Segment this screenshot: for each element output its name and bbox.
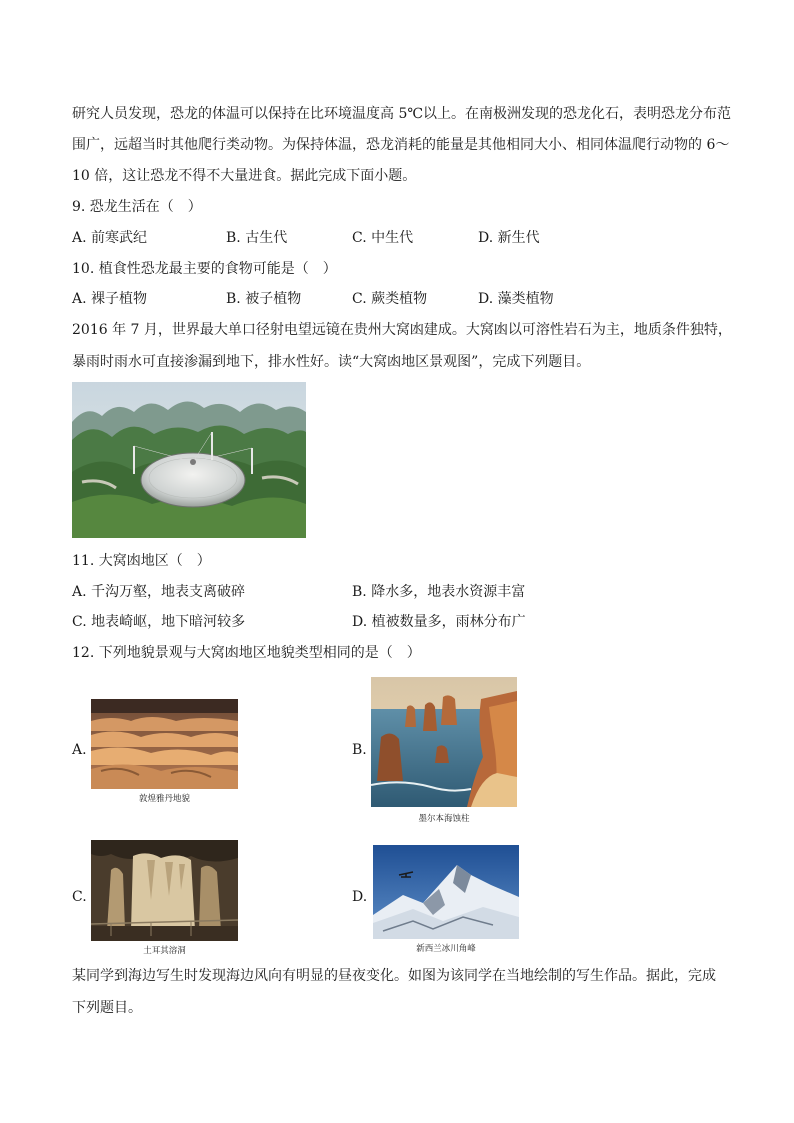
q11-option-d: D. 植被数量多，雨林分布广 xyxy=(352,614,526,630)
passage1-line1: 研究人员发现，恐龙的体温可以保持在比环境温度高 5℃以上。在南极洲发现的恐龙化石，表明恐龙分布范 xyxy=(72,106,732,122)
q10-option-a: A. 裸子植物 xyxy=(72,291,148,307)
q12-option-d-caption: 新西兰冰川角峰 xyxy=(416,944,476,954)
q10-option-c: C. 蕨类植物 xyxy=(352,291,428,307)
q11-option-b: B. 降水多，地表水资源丰富 xyxy=(352,584,526,600)
q12-option-a-letter: A. xyxy=(72,742,87,758)
q9-option-d: D. 新生代 xyxy=(478,230,540,246)
passage1-line2: 围广，远超当时其他爬行类动物。为保持体温，恐龙消耗的能量是其他相同大小、相同体温爬行动物的 6～ xyxy=(72,137,730,153)
passage3-line2: 下列题目。 xyxy=(72,1000,142,1016)
sea-stacks-image xyxy=(371,677,517,807)
glacial-horn-image xyxy=(373,845,519,939)
karst-cave-image xyxy=(91,840,238,941)
passage2-line2: 暴雨时雨水可直接渗漏到地下，排水性好。读“大窝凼地区景观图”，完成下列题目。 xyxy=(72,354,591,370)
q11-option-c: C. 地表崎岖，地下暗河较多 xyxy=(72,614,246,630)
q12-option-a-caption: 敦煌雅丹地貌 xyxy=(138,794,190,804)
q12-option-c-caption: 土耳其溶洞 xyxy=(143,946,186,956)
question-11-stem: 11. 大窝凼地区（ ） xyxy=(72,553,211,569)
telescope-landscape-image xyxy=(72,382,306,538)
q9-option-b: B. 古生代 xyxy=(226,230,288,246)
passage3-line1: 某同学到海边写生时发现海边风向有明显的昼夜变化。如图为该同学在当地绘制的写生作品。据此，完成 xyxy=(72,968,716,984)
q12-option-c-letter: C. xyxy=(72,889,87,905)
q9-option-a: A. 前寒武纪 xyxy=(72,230,148,246)
q10-option-d: D. 藻类植物 xyxy=(478,291,554,307)
q10-option-b: B. 被子植物 xyxy=(226,291,302,307)
q11-option-a: A. 千沟万壑，地表支离破碎 xyxy=(72,584,246,600)
question-12-stem: 12. 下列地貌景观与大窝凼地区地貌类型相同的是（ ） xyxy=(72,645,421,661)
passage2-line1: 2016 年 7 月，世界最大单口径射电望远镜在贵州大窝凼建成。大窝凼以可溶性岩石为主，地质条件独特， xyxy=(72,322,732,338)
question-10-stem: 10. 植食性恐龙最主要的食物可能是（ ） xyxy=(72,261,337,277)
yardang-landform-image xyxy=(91,699,238,789)
q9-option-c: C. 中生代 xyxy=(352,230,414,246)
passage1-line3: 10 倍，这让恐龙不得不大量进食。据此完成下面小题。 xyxy=(72,168,417,184)
q12-option-b-caption: 墨尔本海蚀柱 xyxy=(418,814,470,824)
q12-option-b-letter: B. xyxy=(352,742,367,758)
q12-option-d-letter: D. xyxy=(352,889,368,905)
question-9-stem: 9. 恐龙生活在（ ） xyxy=(72,199,202,215)
